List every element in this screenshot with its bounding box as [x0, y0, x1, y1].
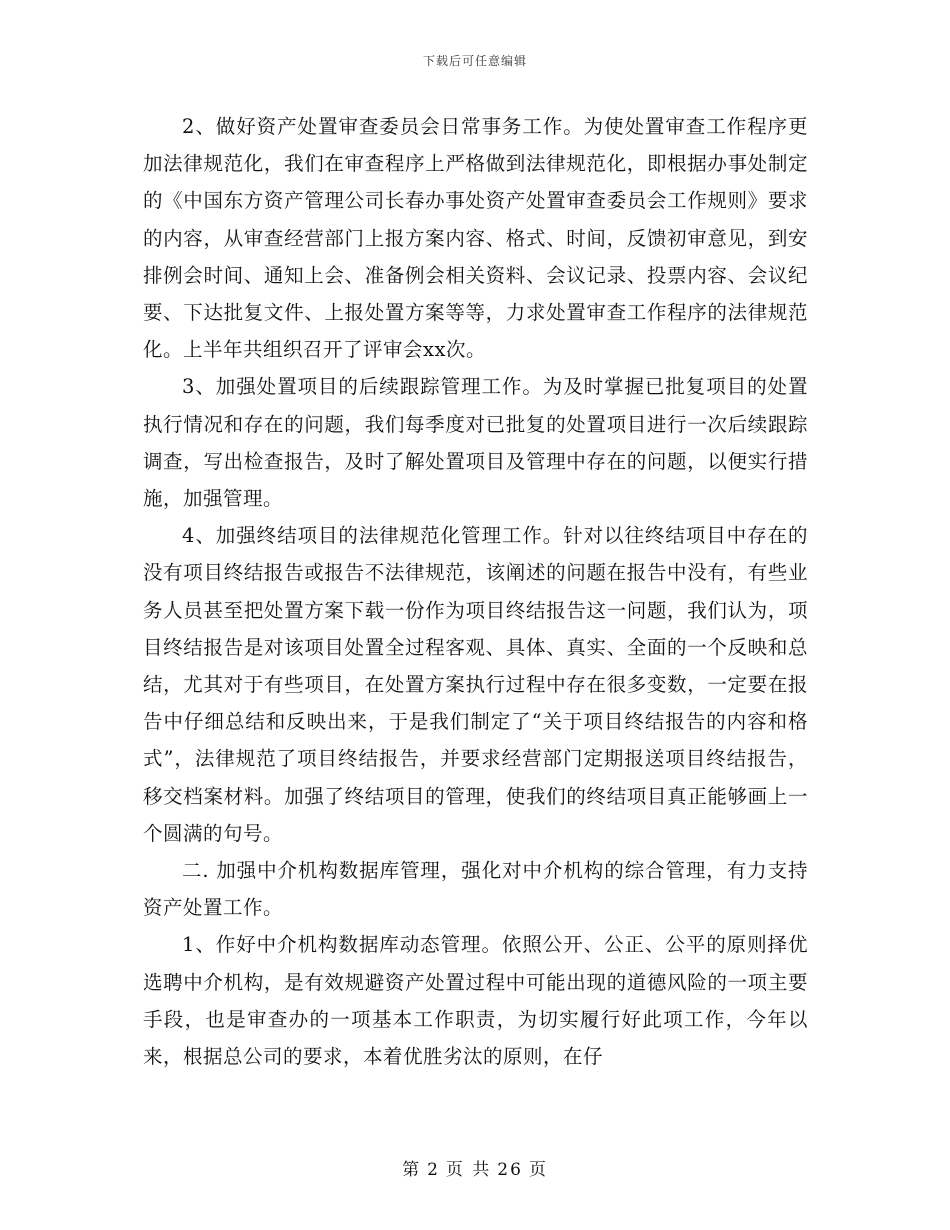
paragraph: 4、加强终结项目的法律规范化管理工作。针对以往终结项目中存在的没有项目终结报告或报告不法律规范，该阐述的问题在报告中没有，有些业务人员甚至把处置方案下载一份作为项目终结报告这一问题，我们认为，项目终结报告是对该项目处置全过程客观、具体、真实、全面的一个反映和总结，尤其对于有些项目，在处置方案执行过程中存在很多变数，一定要在报告中仔细总结和反映出来，于是我们制定了“关于项目终结报告的内容和格式”，法律规范了项目终结报告，并要求经营部门定期报送项目终结报告，移交档案材料。加强了终结项目的管理，使我们的终结项目真正能够画上一个圆满的句号。 [143, 524, 808, 845]
paragraph: 二. 加强中介机构数据库管理，强化对中介机构的综合管理，有力支持资产处置工作。 [143, 859, 808, 920]
document-body [143, 108, 808, 1075]
page-header: 下载后可任意编辑 [422, 54, 527, 68]
total-pages-number: 26 [497, 1160, 523, 1180]
paragraph: 1、作好中介机构数据库动态管理。依照公开、公正、公平的原则择优选聘中介机构，是有效规避资产处置过程中可能出现的道德风险的一项主要手段，也是审查办的一项基本工作职责，为切实履行好此项工作，今年以来，根据总公司的要求，本着优胜劣汰的原则，在仔 [143, 933, 808, 1069]
paragraph: 3、加强处置项目的后续跟踪管理工作。为及时掌握已批复项目的处置执行情况和存在的问题，我们每季度对已批复的处置项目进行一次后续跟踪调查，写出检查报告，及时了解处置项目及管理中存在的问题，以便实行措施，加强管理。 [143, 375, 808, 511]
footer-prefix: 第 [402, 1160, 422, 1180]
paragraph: 2、做好资产处置审查委员会日常事务工作。为使处置审查工作程序更加法律规范化，我们在审查程序上严格做到法律规范化，即根据办事处制定的《中国东方资产管理公司长春办事处资产处置审查委员会工作规则》要求的内容，从审查经营部门上报方案内容、格式、时间，反馈初审意见，到安排例会时间、通知上会、准备例会相关资料、会议记录、投票内容、会议纪要、下达批复文件、上报处置方案等等，力求处置审查工作程序的法律规范化。上半年共组织召开了评审会xx次。 [143, 115, 808, 362]
page-footer [0, 1155, 950, 1180]
footer-suffix: 页 [528, 1160, 548, 1180]
footer-middle: 页 共 [445, 1160, 492, 1180]
current-page-number: 2 [427, 1160, 440, 1180]
